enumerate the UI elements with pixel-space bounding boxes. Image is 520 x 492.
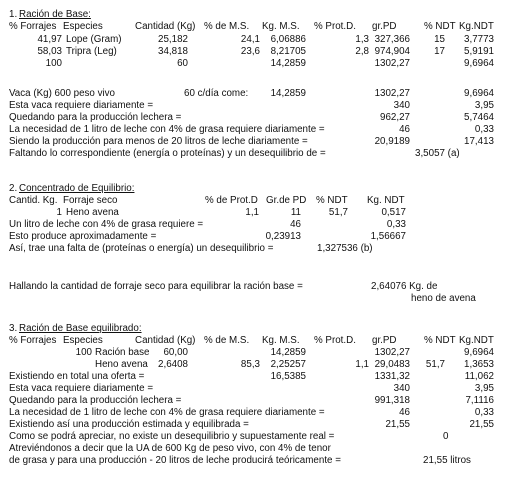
col-header: % NDT [424,21,456,32]
label: Existiendo en total una oferta = [9,371,145,382]
label: Quedando para la producción lechera = [9,112,182,123]
value: 340 [393,383,410,394]
col-header: Especies [63,21,103,32]
cell: 9,6964 [464,347,494,358]
col-header: Kg.NDT [459,21,494,32]
cell: 58,03 [37,46,62,57]
cell: Tripra (Leg) [66,46,117,57]
cell: Heno avena [95,359,148,370]
cell: 34,818 [158,46,188,57]
value: 1302,27 [374,88,410,99]
value: 46 [399,124,410,135]
value: 5,7464 [464,112,494,123]
value: 9,6964 [464,88,494,99]
value: 0 [443,431,449,442]
value: 3,95 [474,100,494,111]
value: 1331,32 [374,371,410,382]
section-3-title: Ración de Base equilibrado: [19,323,142,334]
col-header: Cantidad (Kg) [135,21,196,32]
cell: 3,7773 [464,34,494,45]
value: 20,9189 [374,136,410,147]
col-header: Gr.de PD [266,195,307,206]
value: 16,5385 [270,371,306,382]
cell: 2,8 [355,46,369,57]
label: Siendo la producción para menos de 20 litros de leche diariamente = [9,136,308,147]
value: 21,55 [385,419,410,430]
col-header: % Prot.D. [314,21,356,32]
label: Esta vaca requiere diariamente = [9,100,154,111]
cell: 1,3 [355,34,369,45]
cell: 24,1 [240,34,260,45]
cell: 60 [177,58,188,69]
cell: 23,6 [240,46,260,57]
cell: 41,97 [37,34,62,45]
cell: 100 [45,58,62,69]
label: Faltando lo correspondiente (energía o proteínas) y un desequilibrio de = [9,148,326,159]
col-header: Kg. NDT [367,195,405,206]
cell: 6,06886 [270,34,306,45]
value: 0,23913 [265,231,301,242]
cell: Ración base [95,347,150,358]
cell: 2,25257 [270,359,306,370]
label: Hallando la cantidad de forraje seco para equilibrar la ración base = [9,281,303,292]
label: Esta vaca requiere diariamente = [9,383,154,394]
section-2-title: Concentrado de Equilibrio: [19,183,135,194]
cell: 29,0483 [374,359,410,370]
value: 1,56667 [370,231,406,242]
value: 17,413 [464,136,494,147]
col-header: Forraje seco [63,195,118,206]
value: 21,55 litros [423,455,471,466]
cell: 0,517 [381,207,406,218]
cell: 1,1 [245,207,259,218]
cell: 8,21705 [270,46,306,57]
col-header: Kg. M.S. [262,335,300,346]
cell: 100 [75,347,92,358]
col-header: gr.PD [372,335,397,346]
value: 2,64076 Kg. de [371,281,438,292]
col-header: Kg.NDT [459,335,494,346]
col-header: Cantid. Kg. [9,195,58,206]
col-header: Cantidad (Kg) [135,335,196,346]
cell: Lope (Gram) [66,34,122,45]
cell: 51,7 [425,359,445,370]
cell: 5,9191 [464,46,494,57]
value: 1,327536 (b) [317,243,373,254]
value: 46 [399,407,410,418]
label: Atreviéndonos a decir que la UA de 600 Kg de peso vivo, con 4% de tenor [9,443,331,454]
col-header: Especies [63,335,103,346]
cell: 1302,27 [374,58,410,69]
label: Quedando para la producción lechera = [9,395,182,406]
value: 14,2859 [270,88,306,99]
cell: 1302,27 [374,347,410,358]
cell: 11 [290,207,301,218]
cell: 60,00 [163,347,188,358]
label: Como se podrá apreciar, no existe un desequilibrio y supuestamente real = [9,431,335,442]
cell: 9,6964 [464,58,494,69]
value: heno de avena [411,293,476,304]
cell: 85,3 [240,359,260,370]
label: Existiendo así una producción estimada y equilibrada = [9,419,249,430]
cell: 1,1 [355,359,369,370]
col-header: % Forrajes [9,335,57,346]
value: 46 [290,219,301,230]
col-header: % NDT [424,335,456,346]
label: Vaca (Kg) 600 peso vivo [9,88,116,99]
cell: 14,2859 [270,58,306,69]
section-3-number: 3. [9,323,18,334]
value: 7,1116 [465,395,494,406]
value: 0,33 [474,407,494,418]
label: La necesidad de 1 litro de leche con 4% de grasa requiere diariamente = [9,124,325,135]
cell: Heno avena [66,207,119,218]
col-header: gr.PD [372,21,397,32]
col-header: % de Prot.D [205,195,258,206]
label: de grasa y para una producción - 20 litros de leche producirá teóricamente = [9,455,341,466]
col-header: % de M.S. [204,21,250,32]
value: 962,27 [380,112,410,123]
label: 60 c/día come: [184,88,249,99]
value: 0,33 [386,219,406,230]
value: 21,55 [469,419,494,430]
label: La necesidad de 1 litro de leche con 4% de grasa requiere diariamente = [9,407,325,418]
section-2-number: 2. [9,183,18,194]
value: 3,5057 (a) [415,148,460,159]
cell: 14,2859 [270,347,306,358]
value: 11,062 [464,371,494,382]
cell: 17 [434,46,445,57]
section-1-title: Ración de Base: [19,9,91,20]
cell: 1,3653 [464,359,494,370]
col-header: % Forrajes [9,21,57,32]
col-header: % NDT [316,195,348,206]
cell: 1 [56,207,62,218]
cell: 15 [434,34,445,45]
label: Así, trae una falta de (proteínas o energía) un desequilibrio = [9,243,274,254]
cell: 51,7 [328,207,348,218]
col-header: Kg. M.S. [262,21,300,32]
label: Un litro de leche con 4% de grasa requiere = [9,219,204,230]
col-header: % de M.S. [204,335,250,346]
value: 3,95 [474,383,494,394]
section-1-number: 1. [9,9,18,20]
value: 0,33 [474,124,494,135]
value: 340 [393,100,410,111]
value: 991,318 [374,395,410,406]
cell: 327,366 [374,34,410,45]
col-header: % Prot.D. [314,335,356,346]
cell: 2,6408 [158,359,188,370]
cell: 25,182 [158,34,188,45]
cell: 974,904 [374,46,410,57]
label: Esto produce aproximadamente = [9,231,157,242]
